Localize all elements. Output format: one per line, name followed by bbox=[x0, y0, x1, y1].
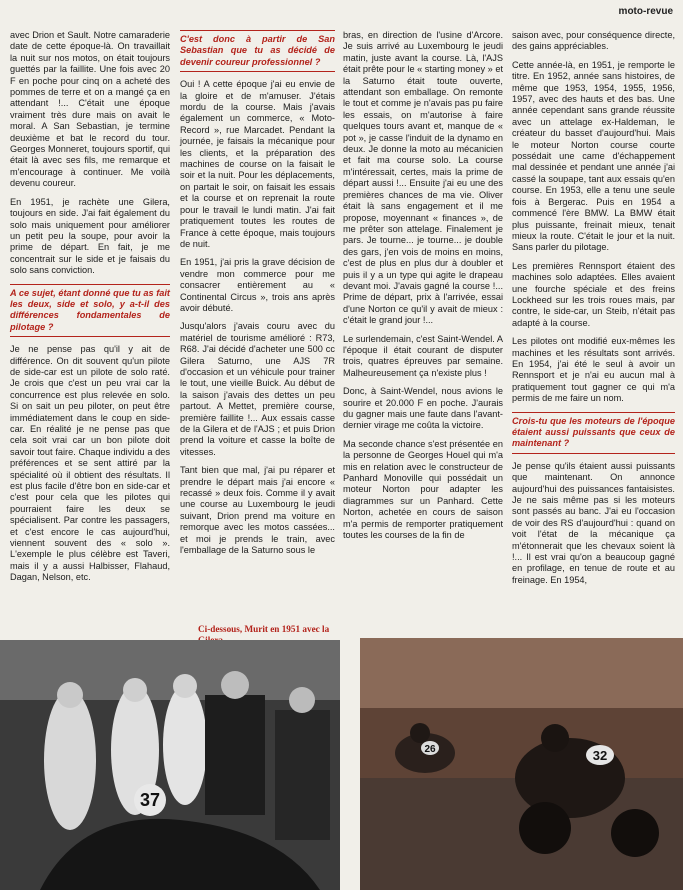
caption-line: Ci-dessous, Murit en 1951 avec la bbox=[198, 624, 330, 634]
paragraph: Les premières Rennsport étaient des machines solo adaptées. Elles avaient une fourche spéciale et des freins Lockheed sur les trois roues mais, par contre, le side-car, un Steib, n'était pas adapté à la course. bbox=[512, 260, 675, 328]
masthead: moto-revue bbox=[618, 6, 673, 17]
photo-podium-illustration bbox=[0, 640, 340, 890]
column-3 bbox=[343, 30, 503, 548]
race-number: 32 bbox=[592, 748, 608, 763]
paragraph: Tant bien que mal, j'ai pu réparer et prendre le départ mais j'ai encore « recassé » deux fois. Comme il y avait une course au Luxembourg le jeudi suivant, Drion prend ma voiture en remorque avec les motos cassées... et moi je prends le train, avec l'emballage de la Saturno sous le bbox=[180, 465, 335, 556]
paragraph: avec Drion et Sault. Notre camaraderie date de cette époque-là. On travaillait la nuit sur nos motos, on était toujours guettés par la faillite. Une fois avec 20 F en poche pour cinq on a acheté des pommes de terre et on a mangé ça en attendant !... C'était une époque vraiment très dure mais on avait le moral. A San Sebastian, je termine deuxième et bat le record du tour. Georges Monneret, toujours sportif, qui était là avec ses fils, me remarque et m'encourage à continuer. Me voilà devenu coureur. bbox=[10, 30, 170, 189]
paragraph: Je pense qu'ils étaient aussi puissants que maintenant. On annonce aujourd'hui des puissances fantaisistes. Je ne sais même pas si les moteurs sont passés au banc. J'ai eu l'occasion de voir des RS d'aujourd'hui : quand on voit l'état de la mécanique ça m'étonnerait que les chevaux soient là !... Il est vrai qu'on a beaucoup gagné en profilage, en tenue de route et au freinage. En 1954, bbox=[512, 460, 675, 585]
column-2 bbox=[180, 30, 335, 563]
interview-question: A ce sujet, étant donné que tu as fait les deux, side et solo, y a-t-il des différences fondamentales de pilotage ? bbox=[10, 284, 170, 338]
paragraph: Cette année-là, en 1951, je remporte le titre. En 1952, année sans histoires, de même que 1953, 1954, 1955, 1956, 1957, avec des hauts et des bas. Une année cependant sans grande réussite avec un attelage ex-Haldeman, le créateur du basset d'aujourd'hui. Mais le moteur Norton course courte possédait une came d'échappement mal dessinée et pendant une année j'ai cassé la soupape, tant aux essais qu'en course. En 1953, elle a tenu une seule fois à Bergerac. Puis en 1954 a commencé l'ère BMW. La BMW était plus puissante, freinait mieux, tenait mieux la route. C'était le jour et la nuit. Sans parler du pilotage. bbox=[512, 59, 675, 253]
paragraph: Ma seconde chance s'est présentée en la personne de Georges Houel qui m'a mis en relation avec le constructeur de Panhard Monoville qui possédait un moteur Norton pour adapter les diagrammes sur un Panhard. Cette Norton, achetée en cours de saison m'a permis de remporter pratiquement toutes les courses de la fin de bbox=[343, 438, 503, 541]
race-number: 37 bbox=[139, 790, 161, 810]
paragraph: En 1951, j'ai pris la grave décision de vendre mon commerce pour me consacrer entièrement au « Continental Circus », trois ans après avoir débuté. bbox=[180, 257, 335, 313]
paragraph: Je ne pense pas qu'il y ait de différence. On dit souvent qu'un pilote de side-car est un pilote de solo raté. Je crois que c'est un peu vrai car la concurrence est plus relevée en solo. Si on sait un peu piloter, on peut être immédiatement dans le coup en side-car. En réalité je ne pense pas que cela soit vrai car un bon pilote doit savoir tout faire. Chaque individu a des préférences et se sent attiré par la spécialité où il obtient des résultats. Il est plus facile d'être bon en side-car et c'est pour cela que les pilotes qui pourraient faire les deux se spécialisent. Par contre les passagers, et c'est encore le cas aujourd'hui, viennent souvent des « solo ». L'exemple le plus célèbre est Taveri, mais il y a aussi Halbisser, Flahaud, Dagan, Nelson, etc. bbox=[10, 344, 170, 583]
photo-podium-1951 bbox=[0, 640, 340, 890]
paragraph: Les pilotes ont modifié eux-mêmes les machines et les résultats sont arrivés. En 1954, j'ai été le seul à avoir un Rennsport et je n'ai eu aucun mal à pratiquement tout gagner ce qui m'a permis de me faire un nom. bbox=[512, 336, 675, 404]
paragraph: Donc, à Saint-Wendel, nous avions le sourire et 20.000 F en poche. J'aurais du gagner mais une faute dans l'avant-dernier virage me coûta la victoire. bbox=[343, 386, 503, 431]
paragraph: bras, en direction de l'usine d'Arcore. Je suis arrivé au Luxembourg le jeudi matin, juste avant la course. Là, l'AJS était prête pour le « starting money » et la Saturno était toute ouverte, attendant son emballage. On remonte le tout et comme je n'avais pas pu faire les essais, on m'autorise à faire quelques tours avant et, manque de « pot », je casse l'induit de la dynamo en deux. Je donne la moto au mécanicien et fait ma course solo. La course m'intéressait, certes, mais la prime de départ aussi !... Ensuite j'ai eu une des premières chances de ma vie. Oliver était là sans engagement et il me propose, moyennant « finances », de me prêter son attelage. Finalement je pars. Je tourne... je tourne... je double des gars, j'en vois de moins en moins, c'est de plus en plus dur à doubler et puis il y a un type qui agite le drapeau devant moi. J'avais gagné la course !... Prime de départ, prix à l'arrivée, essai d'une Norton ce qu'il y avait de mieux : c'était le grand jour !... bbox=[343, 30, 503, 326]
photo-monza-1955 bbox=[360, 638, 683, 890]
column-1 bbox=[10, 30, 170, 591]
paragraph: En 1951, je rachète une Gilera, toujours en side. J'ai fait également du solo mais uniquement pour améliorer un petit peu la soupe, pour avoir la prime de départ. En fait, je me concentrait sur le side et je faisais du solo sans conviction. bbox=[10, 196, 170, 276]
interview-question: Crois-tu que les moteurs de l'époque étaient aussi puissants que ceux de maintenant ? bbox=[512, 412, 675, 454]
paragraph: saison avec, pour conséquence directe, des gains appréciables. bbox=[512, 30, 675, 52]
photo-race-illustration bbox=[360, 638, 683, 890]
paragraph: Oui ! A cette époque j'ai eu envie de la gloire et de m'amuser. J'étais mordu de la course. Mais j'avais également un commerce, « Moto-Record », rue Marcadet. Pendant la journée, je faisais la mécanique pour les clients, et la préparation des machines de course on la faisait le soir et la nuit. Pour les déplacements, on partait le soir, on faisait les essais et la course et on reprenait la route pour le travail le lundi matin. J'ai fait pratiquement toutes les routes de France à cette époque, mais toujours de nuit. bbox=[180, 79, 335, 249]
interview-question: C'est donc à partir de San Sebastian que tu as décidé de devenir coureur professionnel ? bbox=[180, 30, 335, 72]
column-4 bbox=[512, 30, 675, 593]
paragraph: Le surlendemain, c'est Saint-Wendel. A l'époque il était courant de disputer trois, quatres épreuves par semaine. Malheureusement ça n'existe plus ! bbox=[343, 333, 503, 378]
paragraph: Jusqu'alors j'avais couru avec du matériel de tourisme amélioré : R73, R68. J'ai décidé d'acheter une 500 cc Gilera Saturno, une AJS 7R d'occasion et un véhicule pour trainer le tout, une vieille Buick. Au début de la saison j'avais des dettes un peu partout. A Mettet, première course, première faillite !... Aux essais casse de la Gilera et de l'AJS ; et puis Drion prend la voiture et casse la boîte de vitesses. bbox=[180, 321, 335, 457]
race-number: 26 bbox=[424, 744, 436, 755]
